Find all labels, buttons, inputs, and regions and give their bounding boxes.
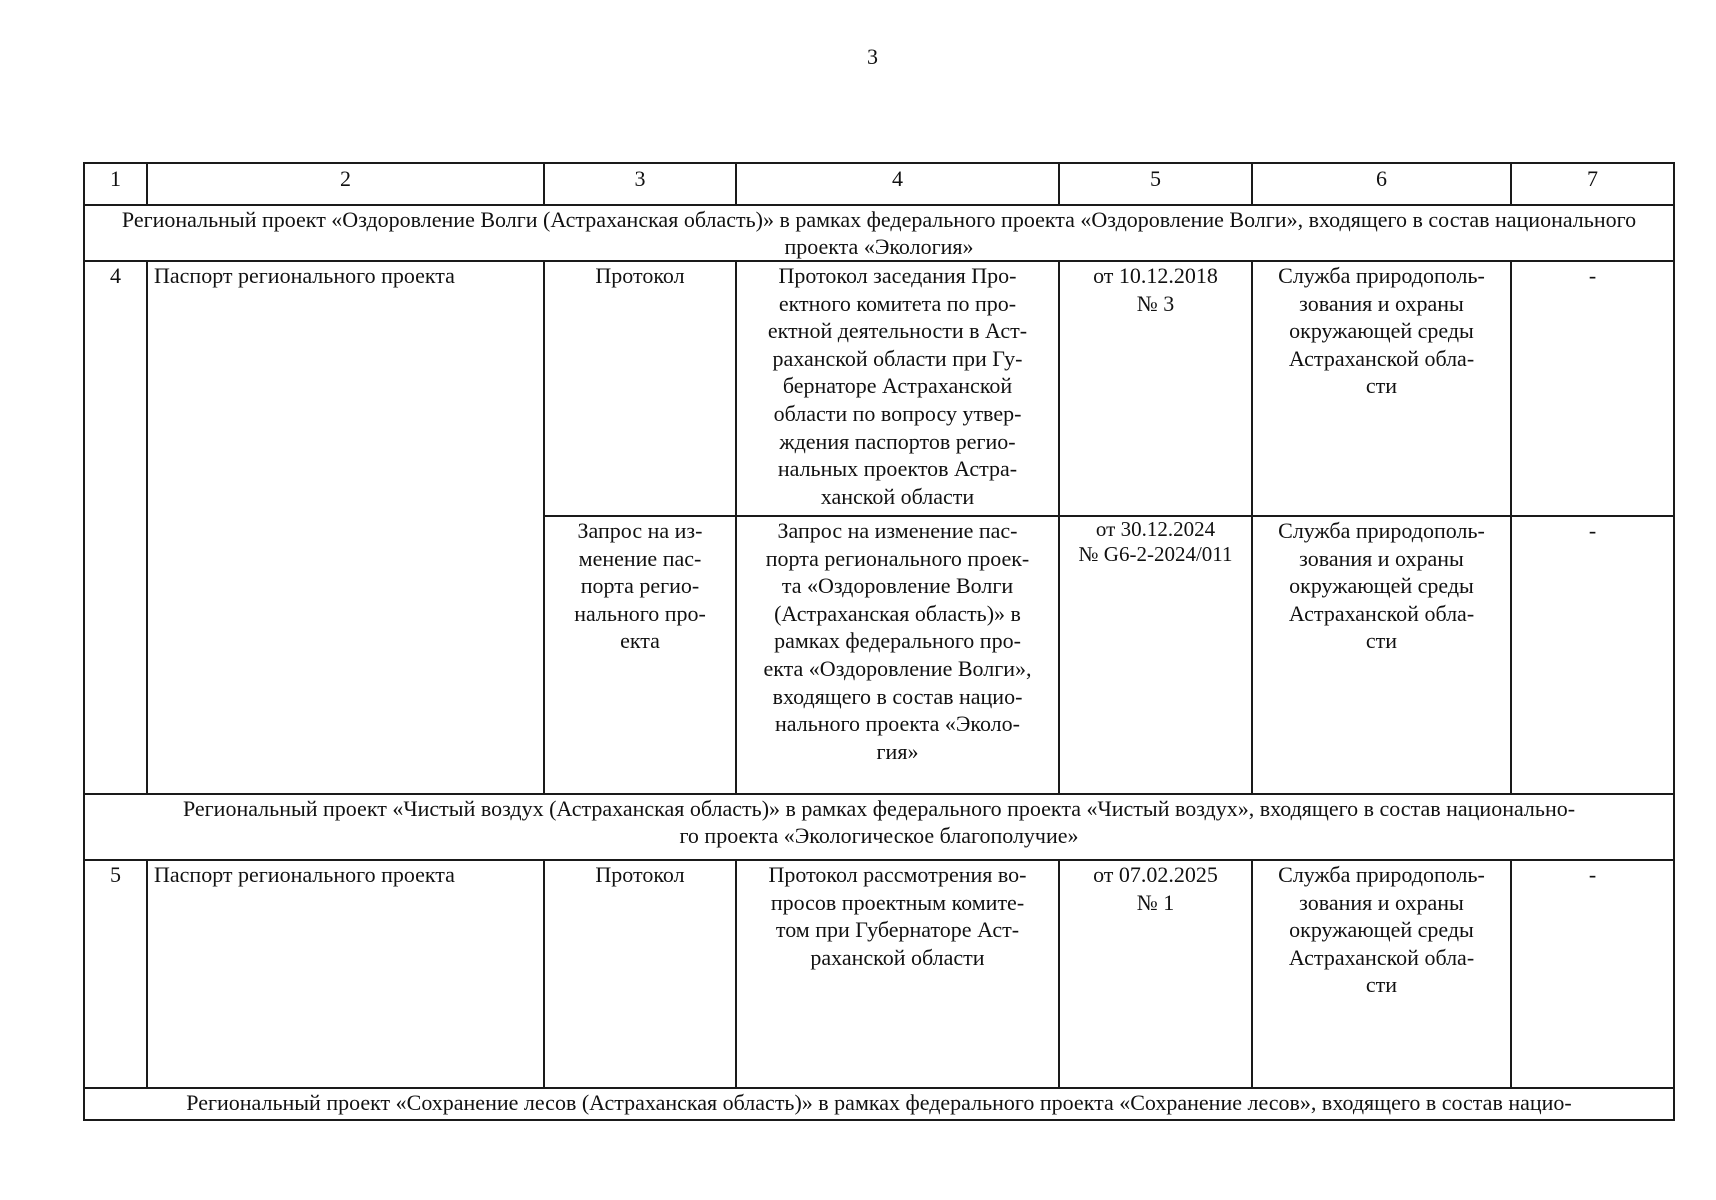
responsible-authority: Служба природополь- зования и охраны окружающей среды Астраханской обла- сти bbox=[1252, 261, 1511, 516]
note: - bbox=[1511, 516, 1674, 794]
document-title: Запрос на изменение пас- порта регионального проек- та «Оздоровление Волги (Астраханская область)» в рамках федерального про- екта «Оздоровление Волги», входящего в состав нацио- нального проекта «Эколо- гия» bbox=[736, 516, 1059, 794]
section-heading: Региональный проект «Оздоровление Волги (Астраханская область)» в рамках федерального проекта «Оздоровление Волги», входящего в состав национального проекта «Экология» bbox=[84, 205, 1674, 261]
document-date: от 10.12.2018 bbox=[1093, 263, 1218, 288]
document-title: Протокол заседания Про- ектного комитета по про- ектной деятельности в Аст- раханской области при Гу- бернаторе Астраханской области по вопросу утвер- ждения паспортов регио- нальных проектов Астра- ханской области bbox=[736, 261, 1059, 516]
column-number: 3 bbox=[544, 163, 736, 205]
column-number: 2 bbox=[147, 163, 544, 205]
document-type: Протокол bbox=[544, 860, 736, 1088]
document-date: от 07.02.2025 bbox=[1093, 862, 1218, 887]
section-heading-row bbox=[84, 794, 1674, 860]
document-type: Запрос на из- менение пас- порта регио- нального про- екта bbox=[544, 516, 736, 794]
row-number: 4 bbox=[84, 261, 147, 794]
section-heading-row bbox=[84, 1088, 1674, 1120]
column-number-row bbox=[84, 163, 1674, 205]
section-heading-row bbox=[84, 205, 1674, 261]
document-details bbox=[1059, 261, 1252, 516]
document-number: № 3 bbox=[1136, 290, 1175, 316]
document-name: Паспорт регионального проекта bbox=[147, 860, 544, 1088]
note: - bbox=[1511, 860, 1674, 1088]
row-number: 5 bbox=[84, 860, 147, 1088]
note: - bbox=[1511, 261, 1674, 516]
document-name: Паспорт регионального проекта bbox=[147, 261, 544, 794]
document-details bbox=[1059, 516, 1252, 794]
registry-table bbox=[83, 162, 1675, 1121]
document-number: № 1 bbox=[1136, 889, 1175, 915]
document-title: Протокол рассмотрения во- просов проектным комите- том при Губернаторе Аст- раханской области bbox=[736, 860, 1059, 1088]
responsible-authority: Служба природополь- зования и охраны окружающей среды Астраханской обла- сти bbox=[1252, 516, 1511, 794]
table-row bbox=[84, 261, 1674, 516]
section-heading: Региональный проект «Чистый воздух (Астраханская область)» в рамках федерального проекта «Чистый воздух», входящего в состав национально- го проекта «Экологическое благополучие» bbox=[84, 794, 1674, 860]
section-heading: Региональный проект «Сохранение лесов (Астраханская область)» в рамках федерального проекта «Сохранение лесов», входящего в состав нацио- bbox=[84, 1088, 1674, 1120]
column-number: 7 bbox=[1511, 163, 1674, 205]
responsible-authority: Служба природополь- зования и охраны окружающей среды Астраханской обла- сти bbox=[1252, 860, 1511, 1088]
column-number: 4 bbox=[736, 163, 1059, 205]
document-date: от 30.12.2024 bbox=[1095, 517, 1216, 541]
document-type: Протокол bbox=[544, 261, 736, 516]
page-number: 3 bbox=[867, 44, 878, 69]
column-number: 5 bbox=[1059, 163, 1252, 205]
document-details bbox=[1059, 860, 1252, 1088]
column-number: 1 bbox=[84, 163, 147, 205]
document-number: № G6-2-2024/011 bbox=[1078, 542, 1233, 566]
column-number: 6 bbox=[1252, 163, 1511, 205]
table-row bbox=[84, 860, 1674, 1088]
